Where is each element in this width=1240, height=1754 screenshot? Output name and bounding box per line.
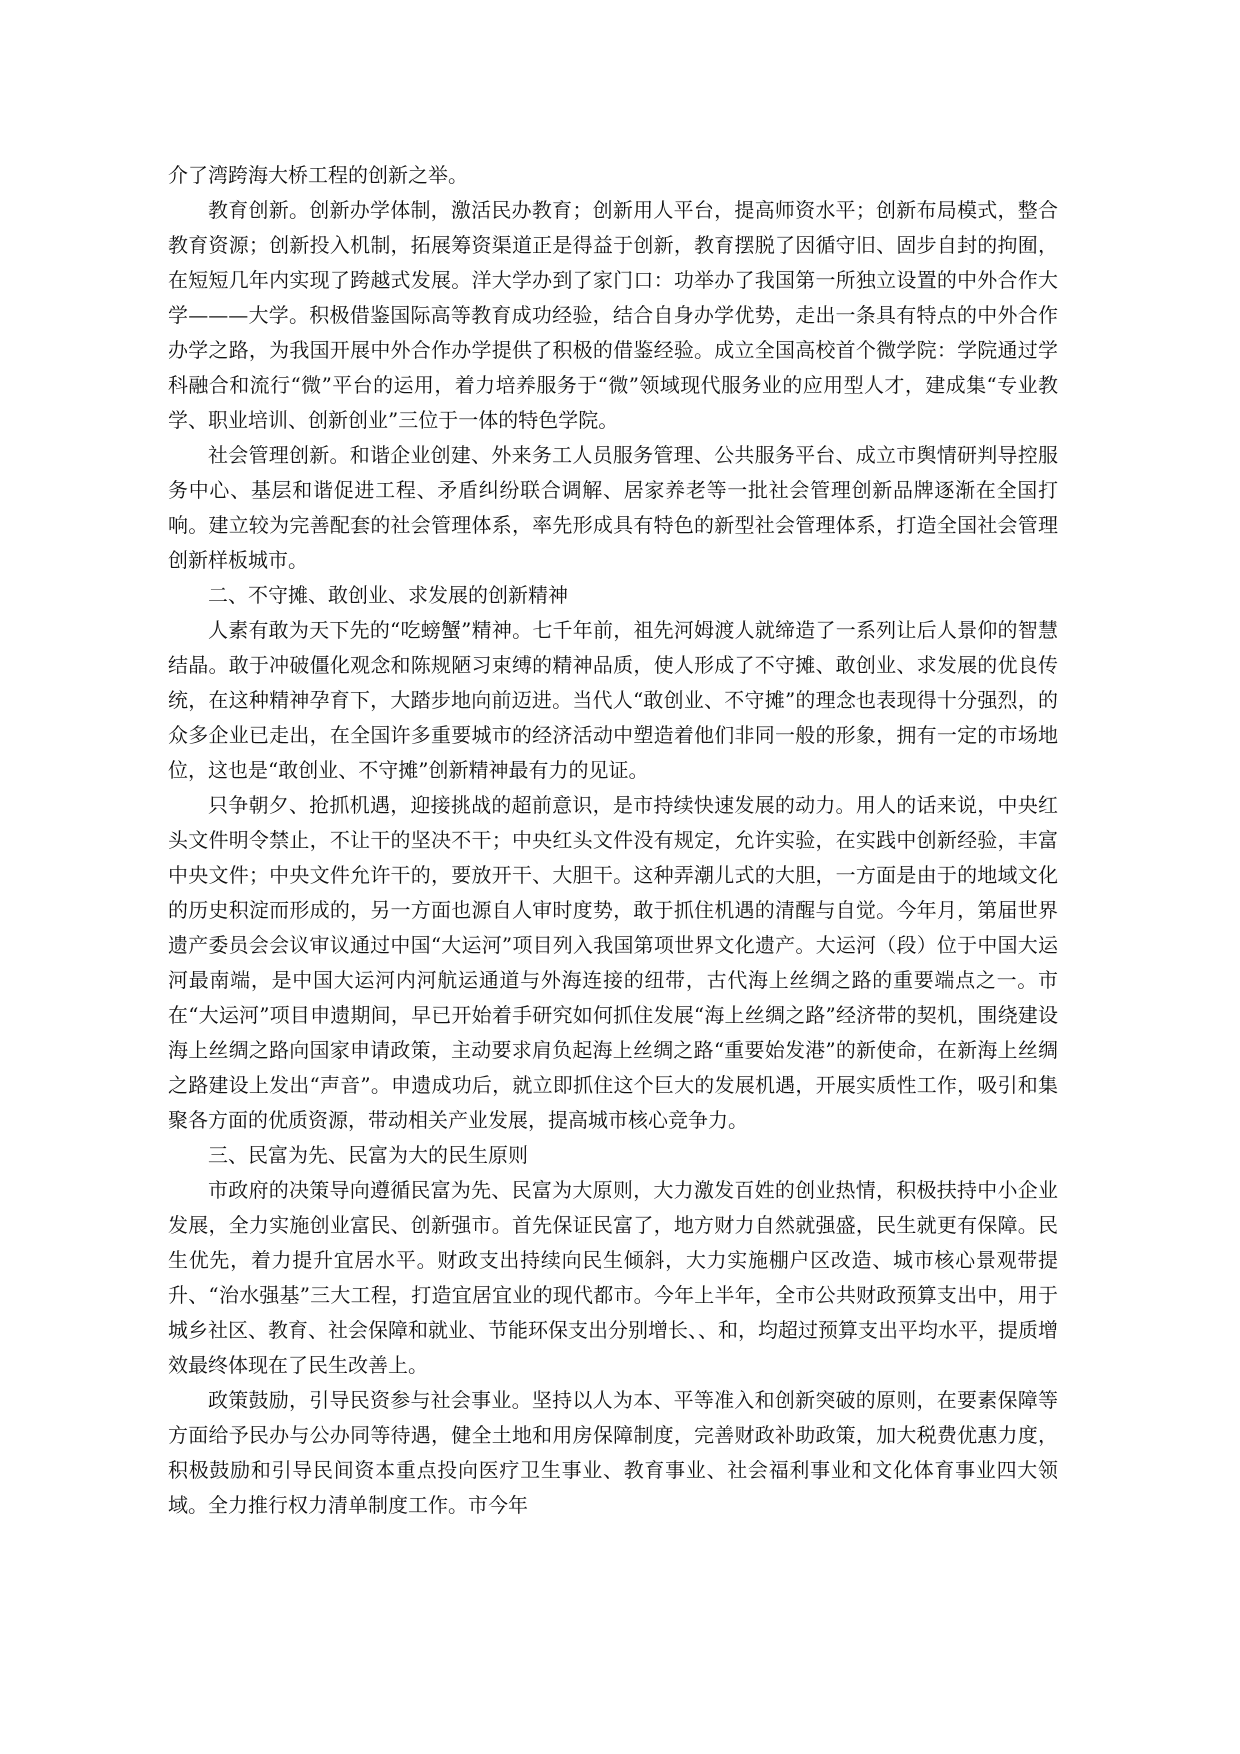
section-heading-3: 三、民富为先、民富为大的民生原则	[208, 1143, 528, 1167]
document-page	[168, 158, 1058, 1523]
paragraph-continuation: 介了湾跨海大桥工程的创新之举。	[168, 163, 468, 187]
paragraph-education-innovation: 教育创新。创新办学体制，激活民办教育；创新用人平台，提高师资水平；创新布局模式，整合教育资源；创新投入机制，拓展筹资渠道正是得益于创新，教育摆脱了因循守旧、固步自封的拘囿，在短短几年内实现了跨越式发展。洋大学办到了家门口：功举办了我国第一所独立设置的中外合作大学———大学。积极借鉴国际高等教育成功经验，结合自身办学优势，走出一条具有特点的中外合作办学之路，为我国开展中外合作办学提供了积极的借鉴经验。成立全国高校首个微学院：学院通过学科融合和流行“微”平台的运用，着力培养服务于“微”领域现代服务业的应用型人才，建成集“专业教学、职业培训、创新创业”三位于一体的特色学院。	[168, 198, 1058, 432]
paragraph-pioneer-spirit: 人素有敢为天下先的“吃螃蟹”精神。七千年前，祖先河姆渡人就缔造了一系列让后人景仰的智慧结晶。敢于冲破僵化观念和陈规陋习束缚的精神品质，使人形成了不守摊、敢创业、求发展的优良传统，在这种精神孕育下，大踏步地向前迈进。当代人“敢创业、不守摊”的理念也表现得十分强烈，的众多企业已走出，在全国许多重要城市的经济活动中塑造着他们非同一般的形象，拥有一定的市场地位，这也是“敢创业、不守摊”创新精神最有力的见证。	[168, 618, 1058, 782]
paragraph-social-management-innovation: 社会管理创新。和谐企业创建、外来务工人员服务管理、公共服务平台、成立市舆情研判导控服务中心、基层和谐促进工程、矛盾纠纷联合调解、居家养老等一批社会管理创新品牌逐渐在全国打响。建立较为完善配套的社会管理体系，率先形成具有特色的新型社会管理体系，打造全国社会管理创新样板城市。	[168, 443, 1058, 572]
paragraph-seize-opportunity: 只争朝夕、抢抓机遇，迎接挑战的超前意识，是市持续快速发展的动力。用人的话来说，中央红头文件明令禁止，不让干的坚决不干；中央红头文件没有规定，允许实验，在实践中创新经验，丰富中央文件；中央文件允许干的，要放开干、大胆干。这种弄潮儿式的大胆，一方面是由于的地域文化的历史积淀而形成的，另一方面也源自人审时度势，敢于抓住机遇的清醒与自觉。今年月，第届世界遗产委员会会议审议通过中国“大运河”项目列入我国第项世界文化遗产。大运河（段）位于中国大运河最南端，是中国大运河内河航运通道与外海连接的纽带，古代海上丝绸之路的重要端点之一。市在“大运河”项目申遗期间，早已开始着手研究如何抓住发展“海上丝绸之路”经济带的契机，围绕建设海上丝绸之路向国家申请政策，主动要求肩负起海上丝绸之路“重要始发港”的新使命，在新海上丝绸之路建设上发出“声音”。申遗成功后，就立即抓住这个巨大的发展机遇，开展实质性工作，吸引和集聚各方面的优质资源，带动相关产业发展，提高城市核心竞争力。	[168, 793, 1058, 1132]
paragraph-policy-encouragement: 政策鼓励，引导民资参与社会事业。坚持以人为本、平等准入和创新突破的原则，在要素保障等方面给予民办与公办同等待遇，健全土地和用房保障制度，完善财政补助政策，加大税费优惠力度，积极鼓励和引导民间资本重点投向医疗卫生事业、教育事业、社会福利事业和文化体育事业四大领域。全力推行权力清单制度工作。市今年	[168, 1388, 1058, 1517]
paragraph-people-wealth-first: 市政府的决策导向遵循民富为先、民富为大原则，大力激发百姓的创业热情，积极扶持中小企业发展，全力实施创业富民、创新强市。首先保证民富了，地方财力自然就强盛，民生就更有保障。民生优先，着力提升宜居水平。财政支出持续向民生倾斜，大力实施棚户区改造、城市核心景观带提升、“治水强基”三大工程，打造宜居宜业的现代都市。今年上半年，全市公共财政预算支出中，用于城乡社区、教育、社会保障和就业、节能环保支出分别增长、、和，均超过预算支出平均水平，提质增效最终体现在了民生改善上。	[168, 1178, 1058, 1377]
section-heading-2: 二、不守摊、敢创业、求发展的创新精神	[208, 583, 568, 607]
